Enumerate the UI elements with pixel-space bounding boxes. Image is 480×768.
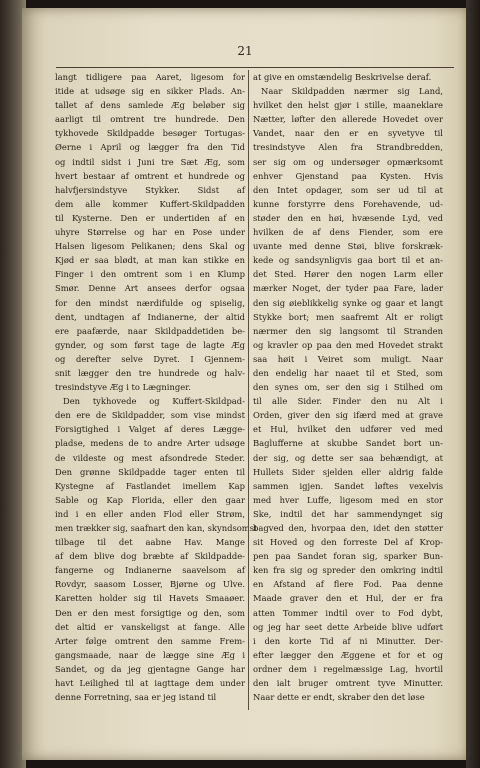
text-line: og kravler op paa den med Hovedet strakt (253, 339, 443, 350)
text-line: og derefter selve Dyret. I Gjennem- (55, 353, 245, 364)
text-line: Kystegne af Fastlandet imellem Kap (55, 480, 245, 491)
text-line: for den mindst nærdifulde og spiselig, (55, 297, 245, 308)
text-line: Ske, indtil det har sammendynget sig (253, 508, 443, 519)
text-line: den endelig har naaet til et Sted, som (253, 367, 443, 378)
header-rule (56, 67, 454, 68)
text-line: aarligt til omtrent tre hundrede. Den (55, 114, 245, 125)
text-line: hvilken de af dens Fiender, som ere (253, 227, 443, 238)
text-line: ind i en eller anden Flod eller Strøm, (55, 508, 245, 519)
text-line: dem alle kommer Kuffert-Skildpadden (55, 198, 245, 209)
left-column (55, 70, 258, 704)
text-line: sammen igjen. Sandet løftes vexelvis (253, 480, 443, 491)
text-line: Nætter, løfter den allerede Hovedet over (253, 114, 443, 125)
text-line: kunne forstyrre dens Forehavende, ud- (253, 198, 443, 209)
text-line: der sig, og dette ser saa behændigt, at (253, 452, 443, 463)
text-line: hvert bestaar af omtrent et hundrede og (55, 170, 245, 181)
text-line: og jeg har seet dette Arbeide blive udført (253, 621, 443, 632)
text-line: den synes om, ser den sig i Stilhed om (253, 382, 443, 393)
text-line: den ere de Skildpadder, som vise mindst (55, 410, 245, 421)
text-line: Sandet, og da jeg gjentagne Gange har (55, 663, 245, 674)
text-line: Sable og Kap Florida, eller den gaar (55, 494, 245, 505)
text-line: med hver Luffe, ligesom med en stor (253, 494, 443, 505)
text-line: den sig øieblikkelig synke og gaar et langt (253, 297, 443, 308)
text-line: det altid er vanskeligst at fange. Alle (55, 621, 245, 632)
text-line: uhyre Størrelse og har en Pose under (55, 227, 245, 238)
text-line: tresindstyve Æg i to Lægninger. (55, 382, 191, 393)
text-line: kede og sandsynligvis gaa bort til et an- (253, 255, 443, 266)
text-line: Stykke bort; men saafremt Alt er roligt (253, 311, 443, 322)
text-line: Baglufferne at skubbe Sandet bort un- (253, 438, 443, 449)
text-line: af dem blive dog bræbte af Skildpadde- (55, 551, 245, 562)
text-line: havt Leilighed til at iagttage dem under (55, 678, 245, 689)
text-line: bagved den, hvorpaa den, idet den støtter (253, 523, 443, 533)
text-line: gangsmaade, naar de lægge sine Æg i (55, 649, 245, 660)
text-line: Arter følge omtrent den samme Frem- (55, 635, 245, 646)
text-line: tykhovede Skildpadde besøger Tortugas- (55, 128, 245, 139)
text-line: at give en omstændelig Beskrivelse deraf. (253, 72, 432, 82)
text-line: langt tidligere paa Aaret, ligesom for (55, 72, 245, 82)
text-line: det Sted. Hører den nogen Larm eller (253, 269, 443, 280)
text-line: efter lægger den Æggene et for et og (253, 649, 443, 660)
text-line: til alle Sider. Finder den nu Alt i (253, 396, 443, 407)
text-line: Den grønne Skildpadde tager enten til (55, 466, 245, 477)
text-line: Den er den mest forsigtige og den, som (55, 607, 245, 618)
text-line: Vandet, naar den er en syvetyve til (253, 128, 443, 139)
text-line: Finger i den omtrent som i en Klump (55, 269, 245, 280)
text-line: atten Tommer indtil over to Fod dybt, (253, 607, 443, 618)
right-column (253, 70, 443, 704)
text-line: Kjød er saa blødt, at man kan stikke en (55, 255, 245, 266)
text-line: snit lægger den tre hundrede og halv- (55, 367, 245, 378)
text-line: Hullets Sider sjelden eller aldrig falde (253, 466, 443, 477)
text-line: fangerne og Indianerne saavelsom af (55, 565, 245, 576)
text-line: uvante med denne Støi, blive forskræk- (253, 241, 443, 252)
book-page (22, 8, 468, 760)
text-line: saa høit i Veiret som muligt. Naar (253, 353, 443, 364)
text-line: ordner dem i regelmæssige Lag, hvortil (253, 663, 443, 674)
text-line: Den tykhovede og Kuffert-Skildpad- (63, 396, 245, 407)
column-divider (248, 70, 249, 710)
text-line: tresindstyve Alen fra Strandbredden, (253, 142, 443, 153)
text-line: støder den en høi, hvæsende Lyd, ved (253, 212, 443, 223)
text-line: Maade graver den et Hul, der er fra (253, 593, 443, 604)
text-line: tallet af dens samlede Æg beløber sig (55, 100, 245, 111)
text-line: Orden, giver den sig ifærd med at grave (253, 410, 443, 421)
text-line: Smør. Denne Art ansees derfor ogsaa (55, 283, 245, 294)
text-line: nærmer den sig langsomt til Stranden (253, 325, 443, 336)
text-line: Karetten holder sig til Havets Smaaøer. (55, 593, 245, 604)
text-line: de vildeste og mest afsondrede Steder. (55, 452, 245, 463)
text-line: Halsen ligesom Pelikanen; dens Skal og (55, 241, 245, 252)
page-number: 21 (237, 44, 253, 58)
text-line: ser sig om og undersøger opmærksomt (253, 156, 443, 167)
text-line: den Intet opdager, som ser ud til at (253, 184, 443, 195)
text-line: Naar Skildpadden nærmer sig Land, (261, 86, 443, 97)
text-line: ere paafærde, naar Skildpaddetiden be- (55, 325, 245, 336)
text-line: et Hul, hvilket den udfører ved med (253, 424, 443, 435)
text-line: men trækker sig, saafnart den kan, skyndsomst (55, 523, 258, 533)
text-line: og indtil sidst i Juni tre Sæt Æg, som (55, 156, 245, 167)
text-line: i den korte Tid af ni Minutter. Der- (253, 635, 443, 646)
text-line: halvfjersindstyve Stykker. Sidst af (55, 184, 245, 195)
text-line: dent, undtagen af Indianerne, der altid (55, 311, 245, 322)
text-line: Forsigtighed i Valget af deres Lægge- (55, 424, 245, 435)
text-line: hvilket den helst gjør i stille, maaneklare (253, 100, 443, 111)
text-line: mærker Noget, der tyder paa Fare, lader (253, 283, 443, 294)
text-line: pen paa Sandet foran sig, sparker Bun- (253, 551, 443, 562)
text-line: til Kysterne. Den er undertiden af en (55, 212, 245, 223)
text-line: itide at udsøge sig en sikker Plads. An- (55, 86, 245, 97)
text-line: en Afstand af flere Fod. Paa denne (253, 579, 443, 590)
text-line: Naar dette er endt, skraber den det løse (253, 692, 425, 703)
text-line: ken fra sig og spreder den omkring indtil (253, 565, 443, 576)
text-line: sit Hoved og den forreste Del af Krop- (253, 537, 443, 548)
text-line: denne Forretning, saa er jeg istand til (55, 692, 217, 703)
text-line: Øerne i April og lægger fra den Tid (55, 142, 245, 153)
page-right-edge (466, 0, 480, 768)
text-line: Rovdyr, saasom Losser, Bjørne og Ulve. (55, 579, 245, 590)
text-line: den ialt bruger omtrent tyve Minutter. (253, 678, 443, 689)
text-line: gynder, og som først tage de lagte Æg (55, 339, 245, 350)
text-line: tilbage til det aabne Hav. Mange (55, 537, 245, 548)
text-line: enhver Gjenstand paa Kysten. Hvis (253, 170, 443, 181)
text-line: pladse, medens de to andre Arter udsøge (55, 438, 245, 449)
